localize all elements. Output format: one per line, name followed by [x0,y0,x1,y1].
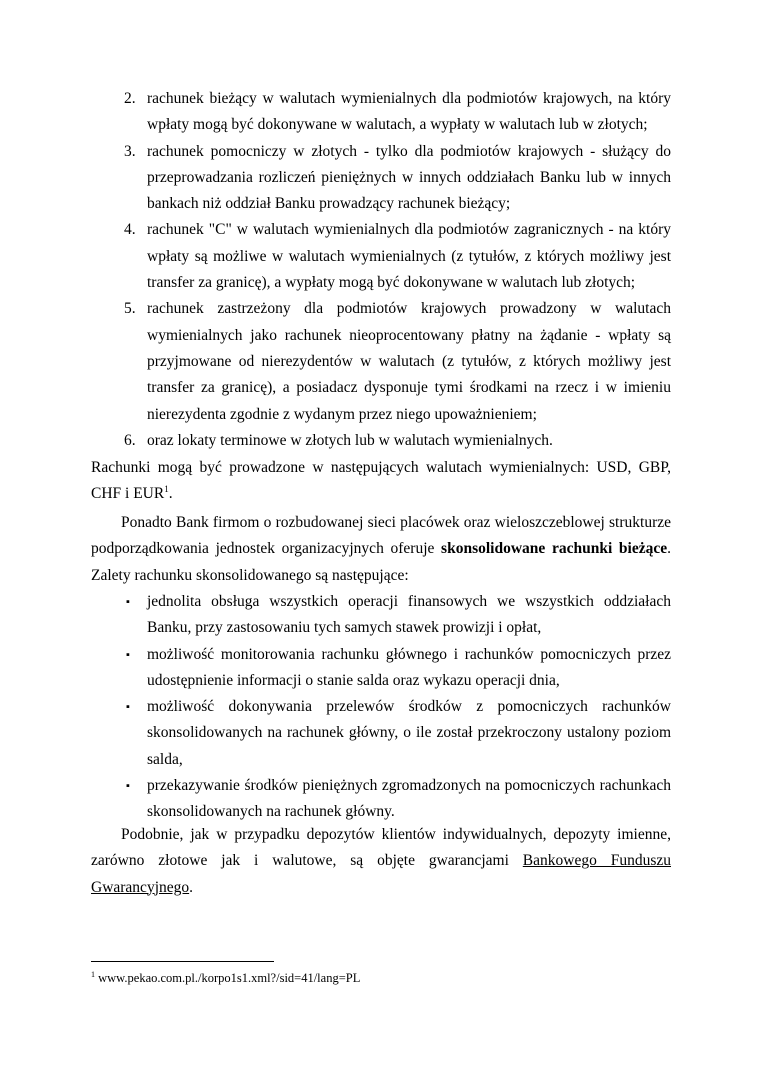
list-item-text: jednolita obsługa wszystkich operacji finansowych we wszystkich oddziałach Banku, przy zastosowaniu tych samych stawek prowizji i opłat, [147,593,671,637]
list-item-text: rachunek pomocniczy w złotych - tylko dla podmiotów krajowych - służący do przeprowadzania rozliczeń pieniężnych w innych oddziałach Banku lub w innych bankach niż oddział Banku prowadzący rachunek bieżący; [147,142,671,213]
square-bullet-icon: ▪ [126,701,130,714]
guarantee-text-after: . [189,878,193,896]
currencies-end: . [168,485,173,503]
list-item-text: możliwość dokonywania przelewów środków z pomocniczych rachunków skonsolidowanych na rachunek główny, o ile został przekroczony ustalony poziom salda, [147,698,671,768]
bfg-link[interactable]: Bankowego Funduszu Gwarancyjnego [91,852,671,896]
list-item-text: rachunek zastrzeżony dla podmiotów krajowych prowadzony w walutach wymienialnych jako rachunek nieoprocentowany płatny na żądanie - wpłaty są przyjmowane od nierezydentów w walutach (z tytułów, z których możliwy jest transfer za granicę), a posiadacz dysponuje tymi środkami na rzecz i w imieniu nierezydenta zgodnie z wydanym przez niego upoważnieniem; [147,300,671,423]
list-item-text: rachunek "C" w walutach wymienialnych dla podmiotów zagranicznych - na który wpłaty są możliwe w walutach wymienialnych (z tytułów, z których możliwy jest transfer za granicę), a wypłaty mogą być dokonywane w walutach lub złotych; [147,221,671,292]
list-item [91,694,671,773]
list-item [91,217,671,296]
guarantee-paragraph [91,822,671,901]
square-bullet-icon: ▪ [126,596,130,608]
list-item [91,773,671,826]
square-bullet-icon: ▪ [126,648,130,661]
consolidated-paragraph [91,510,671,589]
list-item [91,589,671,642]
footnote-separator [91,961,274,962]
list-number: 6. [124,431,136,449]
list-item [91,428,671,454]
footnote-ref[interactable]: 1 [164,484,169,495]
list-item [91,642,671,695]
list-item [91,296,671,427]
bullet-list [91,589,671,826]
list-number: 5. [124,300,136,318]
currencies-text: Rachunki mogą być prowadzone w następujących walutach wymienialnych: USD, GBP, CHF i EUR [91,459,671,503]
list-item-text: oraz lokaty terminowe w złotych lub w walutach wymienialnych. [147,431,553,449]
footnote [91,970,360,986]
list-item [91,86,671,139]
guarantee-text-before: Podobnie, jak w przypadku depozytów klientów indywidualnych, depozyty imienne, zarówno złotowe jak i walutowe, są objęte gwarancjami [91,826,671,870]
consolidated-text-after: . Zalety rachunku skonsolidowanego są następujące: [91,540,671,584]
square-bullet-icon: ▪ [126,780,130,793]
currencies-paragraph [91,455,671,508]
list-number: 4. [124,221,136,239]
footnote-text: www.pekao.com.pl./korpo1s1.xml?/sid=41/lang=PL [98,971,361,985]
list-item-text: przekazywanie środków pieniężnych zgromadzonych na pomocniczych rachunkach skonsolidowanych na rachunek główny. [147,777,671,821]
consolidated-text-before: Ponadto Bank firmom o rozbudowanej sieci placówek oraz wieloszczeblowej strukturze podporządkowania jednostek organizacyjnych oferuje [91,514,671,558]
list-number: 2. [124,90,136,107]
list-item-text: możliwość monitorowania rachunku głównego i rachunków pomocniczych przez udostępnienie informacji o stanie salda oraz wykazu operacji dnia, [147,645,671,689]
list-number: 3. [124,142,136,160]
numbered-list [91,86,671,454]
list-item-text: rachunek bieżący w walutach wymienialnych dla podmiotów krajowych, na który wpłaty mogą być dokonywane w walutach, a wypłaty w walutach lub w złotych; [147,90,671,134]
footnote-number: 1 [91,969,95,979]
list-item [91,139,671,218]
consolidated-accounts-term: skonsolidowane rachunki bieżące [441,540,668,558]
